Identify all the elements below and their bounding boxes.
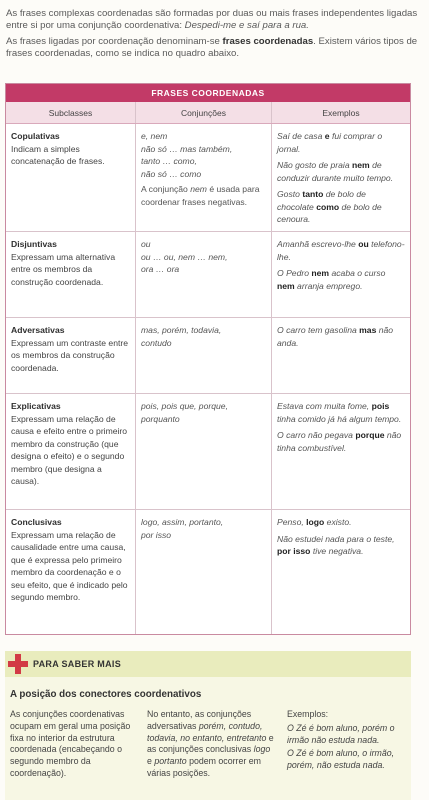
conjunction-line: por isso	[141, 529, 172, 540]
conjunctions-cell	[136, 232, 272, 317]
example-sentence	[277, 324, 405, 349]
example-text: não anda.	[277, 325, 394, 348]
example-connector: como	[316, 201, 340, 212]
coordinated-sentences-table	[5, 83, 411, 635]
subclass-description: Expressam um contraste entre os membros da construção coordenada.	[11, 337, 129, 373]
conjunction-line: contudo	[141, 337, 172, 348]
example-text: acaba o curso	[329, 268, 386, 278]
subclass-name: Explicativas	[11, 401, 61, 411]
intro-paragraph-1	[6, 8, 418, 32]
examples-cell	[272, 318, 410, 393]
table-row	[6, 124, 410, 232]
header-examples: Exemplos	[322, 108, 360, 118]
example-text: Estava com muita fome,	[277, 401, 372, 411]
example-text: O Pedro	[277, 268, 312, 278]
intro-paragraph-2	[6, 36, 418, 60]
conjunction-term: porém, contudo, todavia, no entanto, entretanto	[147, 720, 267, 743]
example-connector: porque	[355, 430, 385, 440]
subclass-name: Conclusivas	[11, 517, 62, 527]
subclass-cell	[6, 318, 136, 393]
example-sentence	[277, 159, 405, 184]
examples-cell	[272, 124, 410, 231]
box-text: e	[147, 756, 155, 767]
example-text: Amanhã escrevo-lhe	[277, 239, 359, 249]
example-text: fui comprar o jornal.	[277, 131, 383, 154]
subclass-description: Expressam uma alternativa entre os membros da construção coordenada.	[11, 251, 116, 287]
example-connector: por isso	[277, 546, 311, 556]
para-saber-mais-box	[5, 651, 411, 800]
header-conjunctions: Conjunções	[136, 102, 272, 123]
example-connector: nem	[277, 280, 295, 291]
conjunction-line: não só … mas também,	[141, 143, 233, 154]
conjunction-line: ora … ora	[141, 264, 180, 274]
subclass-name: Adversativas	[11, 325, 65, 335]
intro-p1-example: Despedi-me e saí para a rua.	[184, 20, 309, 31]
subclass-cell	[6, 232, 136, 317]
example-text: existo.	[324, 517, 352, 527]
subclass-name: Copulativas	[11, 131, 60, 141]
example-connector: ou	[358, 239, 369, 249]
box-example-2: O Zé é bom aluno, o irmão, porém, não estuda nada.	[287, 748, 395, 771]
example-text: tive negativa.	[310, 546, 364, 556]
examples-cell	[272, 232, 410, 317]
conjunction-line: mas, porém, todavia,	[141, 325, 222, 335]
conjunction-term: portanto	[154, 756, 187, 767]
box-column-2	[147, 709, 275, 780]
example-sentence	[277, 130, 405, 155]
conjunction-line: ou … ou, nem … nem,	[141, 251, 228, 262]
conjunction-line: porquanto	[141, 413, 180, 424]
conjunctions-cell	[136, 394, 272, 509]
note-term: nem	[190, 184, 207, 194]
intro-text	[6, 8, 418, 64]
example-connector: mas	[359, 325, 377, 335]
example-text: Penso,	[277, 517, 307, 527]
example-text: de conduzir durante muito tempo.	[277, 160, 394, 183]
box-column-1: As conjunções coordenativas ocupam em geral uma posição fixa no interior da estrutura coordenada (encabeçando o segundo membro da coordenação).	[10, 709, 131, 778]
example-sentence	[277, 400, 405, 425]
example-text: Saí de casa	[277, 131, 325, 141]
box-text: No entanto, as conjunções adversativas	[147, 709, 252, 731]
examples-label: Exemplos:	[287, 709, 329, 719]
example-sentence	[277, 429, 405, 454]
example-text: Não gosto de praia	[277, 160, 353, 170]
note-text-end: é usada para coordenar frases negativas.	[141, 184, 260, 207]
example-text: tinha comido já há algum tempo.	[277, 413, 402, 424]
example-sentence	[277, 516, 405, 529]
table-title: FRASES COORDENADAS	[6, 84, 410, 102]
box-subtitle: A posição dos conectores coordenativos	[10, 689, 202, 700]
subclass-description: Indicam a simples concatenação de frases.	[11, 143, 105, 166]
example-sentence	[277, 238, 405, 263]
example-text: telefono-lhe.	[277, 239, 405, 262]
conjunction-term: logo	[253, 744, 271, 755]
table-row	[6, 318, 410, 394]
conjunction-line: não só … como	[141, 168, 202, 179]
box-text: podem ocorrer em várias posições.	[147, 756, 261, 778]
header-subclasses: Subclasses	[6, 102, 136, 123]
example-connector: logo	[306, 517, 325, 527]
subclass-cell	[6, 124, 136, 231]
example-text: Não estudei nada para o teste,	[277, 533, 395, 544]
conjunction-line: logo, assim, portanto,	[141, 517, 224, 527]
conjunctions-cell	[136, 318, 272, 393]
conjunction-line: tanto … como,	[141, 156, 197, 166]
box-header	[5, 651, 411, 677]
box-column-3	[287, 709, 407, 772]
plus-icon	[7, 651, 29, 677]
subclass-description: Expressam uma relação de causa e efeito entre o primeiro membro da construção (que designa o efeito) e o segundo membro (que designa a causa).	[11, 413, 128, 486]
table-row	[6, 232, 410, 318]
note-text: A conjunção	[141, 184, 191, 194]
example-connector: pois	[371, 401, 390, 411]
example-sentence	[277, 533, 405, 558]
example-text: O carro tem gasolina	[277, 325, 360, 335]
box-title: PARA SABER MAIS	[33, 659, 122, 669]
example-connector: nem	[311, 268, 330, 278]
box-example-1: O Zé é bom aluno, porém o irmão não estuda nada.	[287, 722, 395, 745]
table-row	[6, 394, 410, 510]
intro-p2-text: As frases ligadas por coordenação denominam-se	[6, 36, 223, 47]
table-body	[6, 124, 410, 634]
example-text: arranja emprego.	[294, 280, 363, 291]
example-text: Gosto	[277, 189, 303, 199]
conjunctions-cell	[136, 510, 272, 634]
example-text: não tinha combustível.	[277, 430, 402, 453]
conjunction-line: ou	[141, 239, 151, 249]
subclass-description: Expressam uma relação de causalidade entre uma causa, que é expressa pelo primeiro membro da coordenação e o seu efeito, que é indicado pelo segundo membro.	[11, 529, 128, 602]
example-text: O carro não pegava	[277, 430, 356, 440]
conjunctions-cell	[136, 124, 272, 231]
intro-p1-text: As frases complexas coordenadas são formadas por duas ou mais frases independentes ligadas entre si por uma conjunção coordenativa:	[6, 8, 418, 31]
subclass-cell	[6, 394, 136, 509]
conjunction-note	[141, 183, 266, 208]
example-sentence	[277, 267, 405, 292]
box-text: e as conjunções conclusivas	[147, 732, 274, 755]
examples-cell	[272, 510, 410, 634]
example-sentence	[277, 188, 405, 226]
intro-p2-term: frases coordenadas	[222, 36, 314, 47]
example-connector: tanto	[302, 189, 324, 199]
conjunction-line: e, nem	[141, 131, 168, 141]
example-connector: nem	[352, 160, 370, 170]
example-text: de bolo de chocolate	[277, 189, 366, 212]
subclass-cell	[6, 510, 136, 634]
table-row	[6, 510, 410, 634]
subclass-name: Disjuntivas	[11, 239, 57, 249]
example-connector: e	[324, 131, 330, 141]
example-text: de bolo de cenoura.	[277, 201, 382, 224]
table-header-row	[6, 102, 410, 124]
examples-cell	[272, 394, 410, 509]
intro-p2-text-end: . Existem vários tipos de frases coordenadas, como se indica no quadro abaixo.	[6, 36, 418, 59]
conjunction-line: pois, pois que, porque,	[141, 401, 228, 411]
